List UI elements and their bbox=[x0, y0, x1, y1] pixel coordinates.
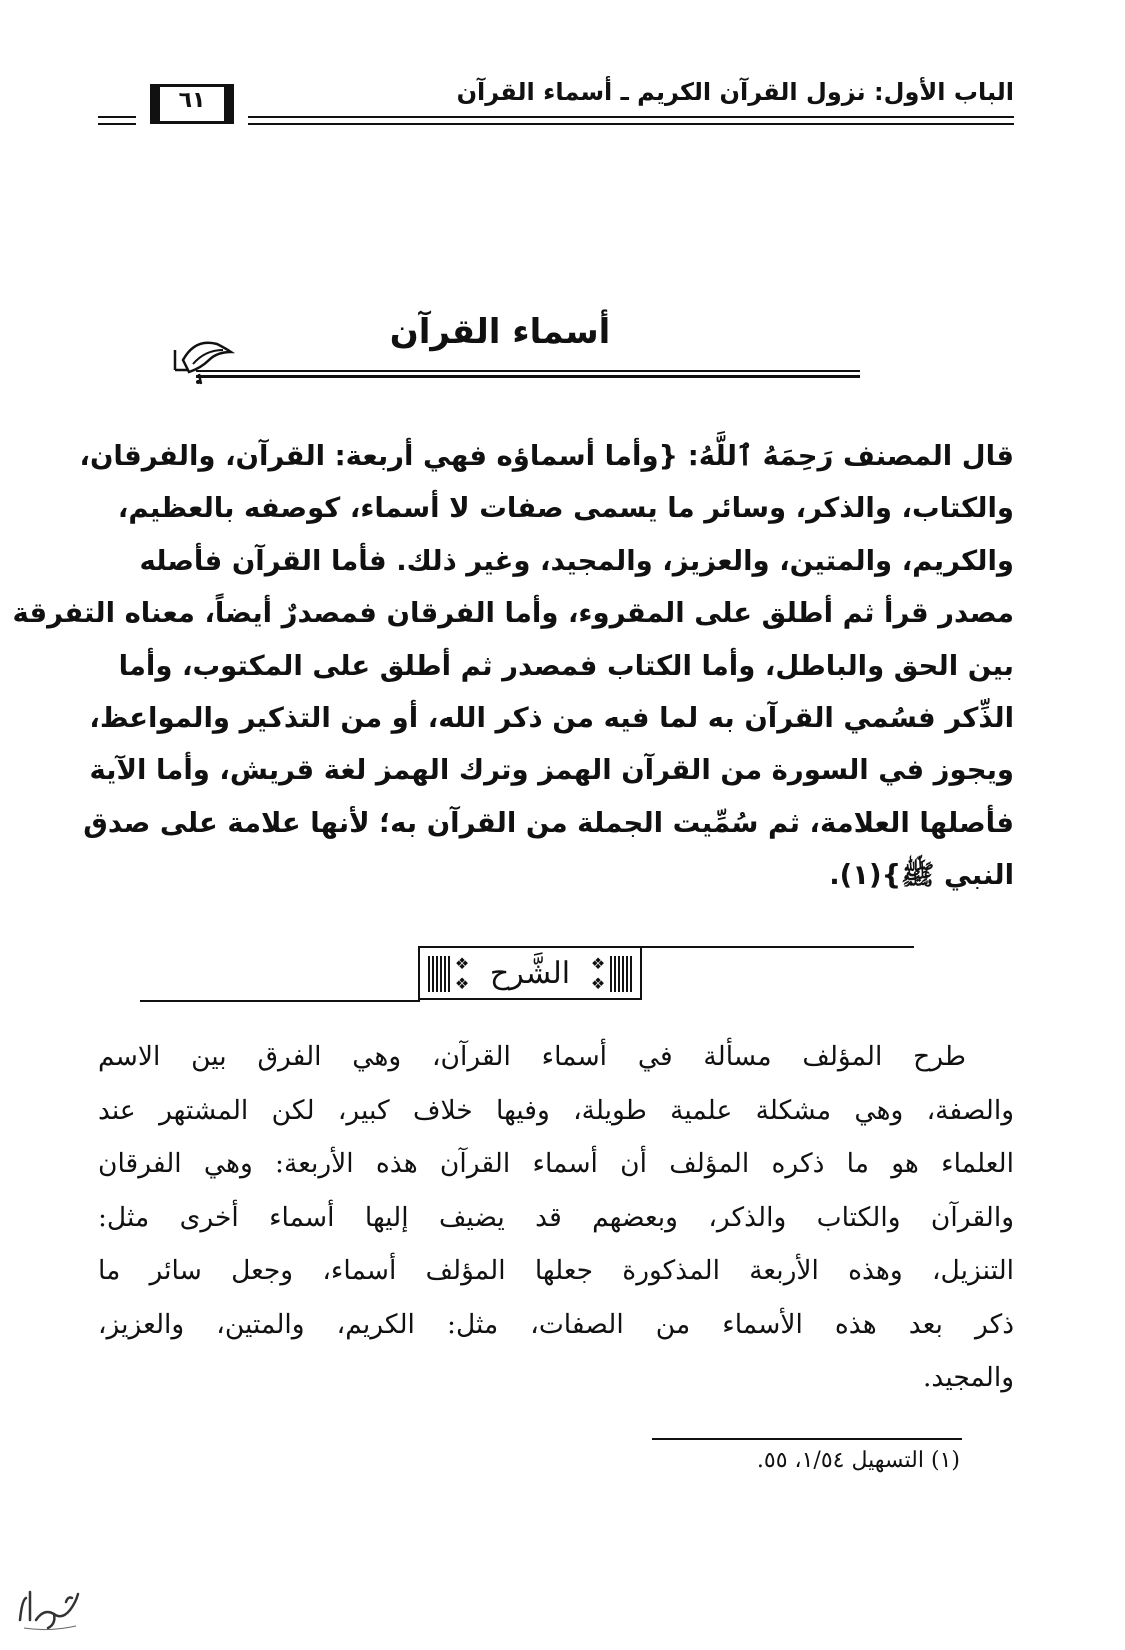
body-line: طرح المؤلف مسألة في أسماء القرآن، وهي الفرق بين الاسم bbox=[98, 1041, 966, 1072]
body-line: والقرآن والكتاب والذكر، وبعضهم قد يضيف إليها أسماء أخرى مثل: bbox=[98, 1201, 1014, 1233]
running-title: الباب الأول: نزول القرآن الكريم ـ أسماء القرآن bbox=[456, 78, 1014, 106]
commentary-heading-box bbox=[418, 946, 642, 1000]
ornament-icon: ❖ ❖ bbox=[454, 954, 470, 993]
footnote: (١) التسهيل ١/٥٤، ٥٥. bbox=[756, 1448, 960, 1473]
quote-line: ويجوز في السورة من القرآن الهمز وترك الهمز لغة قريش، وأما الآية bbox=[89, 754, 1014, 787]
quote-line: والكتاب، والذكر، وسائر ما يسمى صفات لا أسماء، كوصفه بالعظيم، bbox=[117, 492, 1014, 525]
body-line: والصفة، وهي مشكلة علمية طويلة، وفيها خلاف كبير، لكن المشتهر عند bbox=[98, 1094, 1014, 1126]
quote-line: والكريم، والمتين، والعزيز، والمجيد، وغير ذلك. فأما القرآن فأصله bbox=[139, 544, 1014, 577]
running-header bbox=[98, 72, 1014, 132]
body-line: التنزيل، وهذه الأربعة المذكورة جعلها المؤلف أسماء، وجعل سائر ما bbox=[98, 1255, 1014, 1286]
section-title: أسماء القرآن bbox=[389, 312, 611, 352]
publisher-logo bbox=[14, 1580, 84, 1634]
page-number-box bbox=[136, 82, 248, 130]
commentary-divider bbox=[140, 940, 930, 1018]
footnote-rule bbox=[652, 1438, 962, 1440]
body-line: والمجيد. bbox=[923, 1362, 1014, 1393]
divider-rule-top bbox=[604, 946, 914, 948]
ornament-icon: ❖ ❖ bbox=[590, 954, 606, 993]
book-quill-icon bbox=[165, 330, 237, 386]
quote-line: قال المصنف رَحِمَهُ ٱللَّهُ: {وأما أسماؤه فهي أربعة: القرآن، والفرقان، bbox=[79, 440, 1014, 472]
author-quote bbox=[12, 430, 1014, 902]
commentary-text bbox=[98, 1030, 1014, 1405]
quote-line: النبي ﷺ}(١). bbox=[829, 859, 1014, 892]
divider-rule-bottom bbox=[140, 1000, 420, 1002]
quote-line: الذِّكر فسُمي القرآن به لما فيه من ذكر الله، أو من التذكير والمواعظ، bbox=[89, 702, 1014, 735]
ornament-bars-icon bbox=[610, 956, 632, 992]
page-number: ٦١ bbox=[178, 88, 206, 113]
body-line: ذكر بعد هذه الأسماء من الصفات، مثل: الكريم، والمتين، والعزيز، bbox=[98, 1308, 1014, 1340]
quote-line: فأصلها العلامة، ثم سُمِّيت الجملة من القرآن به؛ لأنها علامة على صدق bbox=[83, 806, 1014, 839]
commentary-heading: الشَّرح bbox=[489, 956, 571, 991]
body-line: العلماء هو ما ذكره المؤلف أن أسماء القرآن هذه الأربعة: وهي الفرقان bbox=[98, 1148, 1014, 1179]
quote-line: مصدر قرأ ثم أطلق على المقروء، وأما الفرقان فمصدرٌ أيضاً، معناه التفرقة bbox=[12, 597, 1014, 630]
title-rule bbox=[196, 370, 860, 378]
quote-line: بين الحق والباطل، وأما الكتاب فمصدر ثم أطلق على المكتوب، وأما bbox=[118, 649, 1014, 682]
